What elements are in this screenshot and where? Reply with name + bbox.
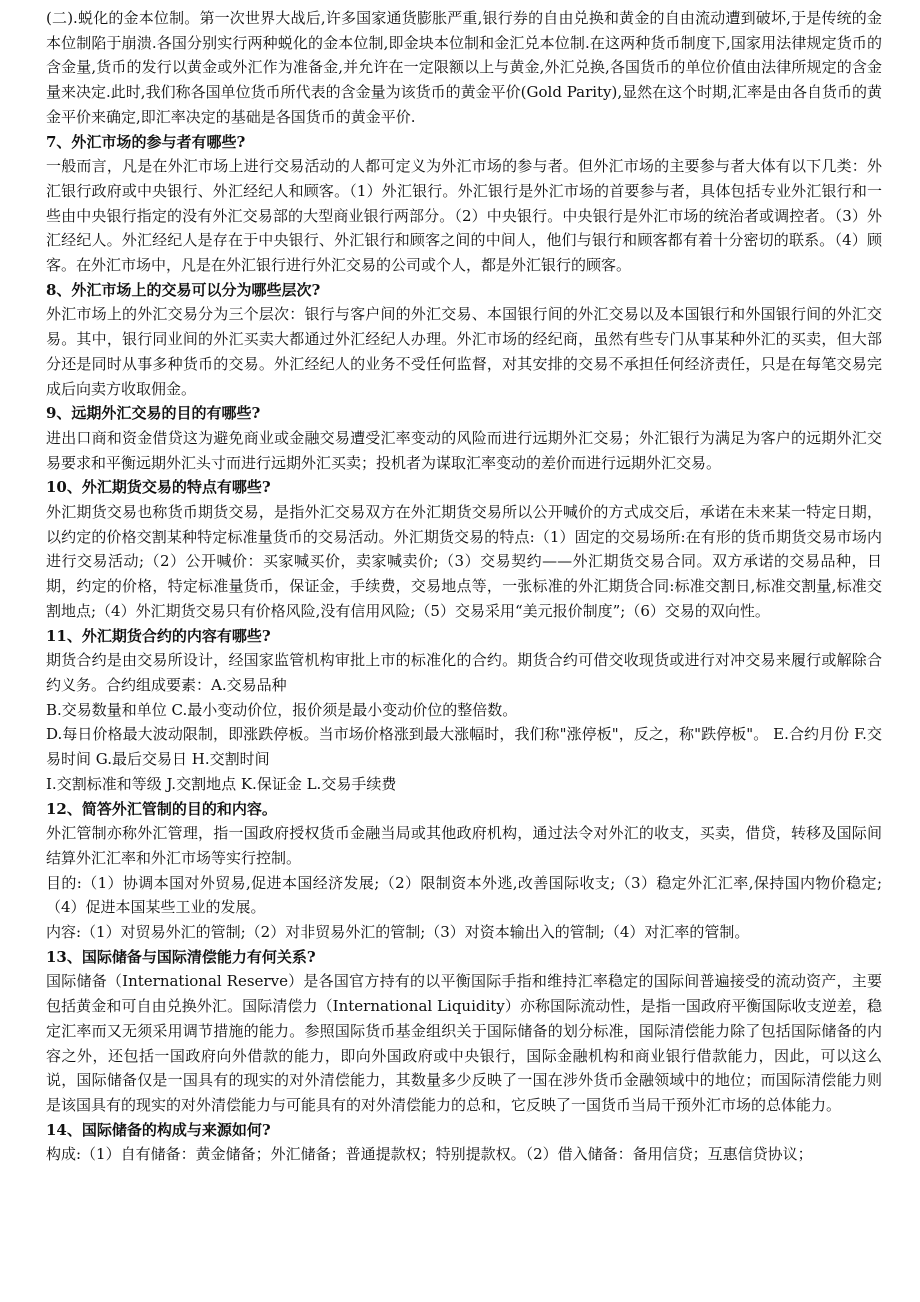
heading-q10: 10、外汇期货交易的特点有哪些?: [46, 478, 271, 497]
paragraph-q7-answer: 一般而言，凡是在外汇市场上进行交易活动的人都可定义为外汇市场的参与者。但外汇市场的主要参与者大体有以下几类：外汇银行政府或中央银行、外汇经纪人和顾客。（1）外汇银行。外汇银行是外汇市场的首要参与者，具体包括专业外汇银行和一些由中央银行指定的没有外汇交易部的大型商业银行两部分。（2）中央银行。中央银行是外汇市场的统治者或调控者。（3）外汇经纪人。外汇经纪人是存在于中央银行、外汇银行和顾客之间的中间人，他们与银行和顾客都有着十分密切的联系。（4）顾客。在外汇市场中，凡是在外汇银行进行外汇交易的公司或个人，都是外汇银行的顾客。: [46, 157, 882, 275]
paragraph-q10-answer: 外汇期货交易也称货币期货交易，是指外汇交易双方在外汇期货交易所以公开喊价的方式成交后，承诺在未来某一特定日期，以约定的价格交割某种特定标准量货币的交易活动。外汇期货交易的特点:（1）固定的交易场所:在有形的货币期货交易市场内进行交易活动;（2）公开喊价：买家喊买价，卖家喊卖价;（3）交易契约——外汇期货交易合同。双方承诺的交易品种，日期，约定的价格，特定标准量货币，保证金，手续费，交易地点等，一张标准的外汇期货合同:标准交割日,标准交割量,标准交割地点;（4）外汇期货交易只有价格风险,没有信用风险;（5）交易采用“美元报价制度”;（6）交易的双向性。: [46, 503, 882, 620]
paragraph-q8-answer: 外汇市场上的外汇交易分为三个层次：银行与客户间的外汇交易、本国银行间的外汇交易以及本国银行和外国银行间的外汇交易。其中，银行同业间的外汇买卖大都通过外汇经纪人办理。外汇市场的经纪商，虽然有些专门从事某种外汇的买卖，但大部分还是同时从事多种货币的交易。外汇经纪人的业务不受任何监督，对其安排的交易不承担任何经济责任，只是在每笔交易完成后向卖方收取佣金。: [46, 305, 882, 398]
paragraph-q11-items-i-l: I.交割标准和等级 J.交割地点 K.保证金 L.交易手续费: [46, 774, 397, 793]
heading-q7: 7、外汇市场的参与者有哪些?: [46, 132, 246, 151]
paragraph-q9-answer: 进出口商和资金借贷这为避免商业或金融交易遭受汇率变动的风险而进行远期外汇交易；外汇银行为满足为客户的远期外汇交易要求和平衡远期外汇头寸而进行远期外汇买卖；投机者为谋取汇率变动的差价而进行远期外汇交易。: [46, 428, 882, 472]
paragraph-q11-items-d-h: D.每日价格最大波动限制，即涨跌停板。当市场价格涨到最大涨幅时，我们称"涨停板"，反之，称"跌停板"。 E.合约月份 F.交易时间 G.最后交易日 H.交割时间: [46, 725, 882, 769]
heading-q13: 13、国际储备与国际清偿能力有何关系?: [46, 947, 316, 966]
heading-q11: 11、外汇期货合约的内容有哪些?: [46, 626, 271, 645]
paragraph-q13-answer: 国际储备（International Reserve）是各国官方持有的以平衡国际手指和维持汇率稳定的国际间普遍接受的流动资产，主要包括黄金和可自由兑换外汇。国际清偿力（International Liquidity）亦称国际流动性，是指一国政府平衡国际收支逆差，稳定汇率而又无须采用调节措施的能力。参照国际货币基金组织关于国际储备的划分标准，国际清偿能力除了包括国际储备的内容之外，还包括一国政府向外借款的能力，即向外国政府或中央银行，国际金融机构和商业银行借款能力，因此，可以这么说，国际储备仅是一国具有的现实的对外清偿能力，其数量多少反映了一国在涉外货币金融领域中的地位；而国际清偿能力则是该国具有的现实的对外清偿能力与可能具有的对外清偿能力的总和，它反映了一国货币当局干预外汇市场的总体能力。: [46, 972, 882, 1114]
paragraph-q12-content: 内容:（1）对贸易外汇的管制;（2）对非贸易外汇的管制;（3）对资本输出入的管制;（4）对汇率的管制。: [46, 923, 750, 942]
paragraph-gold-standard: (二).蜕化的金本位制。第一次世界大战后,许多国家通货膨胀严重,银行券的自由兑换和黄金的自由流动遭到破坏,于是传统的金本位制陷于崩溃.各国分别实行两种蜕化的金本位制,即金块本位制和金汇兑本位制.在这两种货币制度下,国家用法律规定货币的含金量,货币的发行以黄金或外汇作为准备金,并允许在一定限额以上与黄金,外汇兑换,各国货币的单位价值由法律所规定的含金量来决定.此时,我们称各国单位货币所代表的含金量为该货币的黄金平价(Gold Parity),显然在这个时期,汇率是由各自货币的黄金平价来确定,即汇率决定的基础是各国货币的黄金平价.: [46, 9, 882, 126]
heading-q8: 8、外汇市场上的交易可以分为哪些层次?: [46, 280, 321, 299]
paragraph-q12-purpose: 目的:（1）协调本国对外贸易,促进本国经济发展;（2）限制资本外逃,改善国际收支;（3）稳定外汇汇率,保持国内物价稳定;（4）促进本国某些工业的发展。: [46, 873, 882, 917]
paragraph-q11-items-b-c: B.交易数量和单位 C.最小变动价位，报价须是最小变动价位的整倍数。: [46, 700, 518, 719]
heading-q14: 14、国际储备的构成与来源如何?: [46, 1120, 271, 1139]
heading-q9: 9、远期外汇交易的目的有哪些?: [46, 404, 261, 423]
paragraph-q14-answer: 构成:（1）自有储备：黄金储备；外汇储备；普通提款权；特别提款权。（2）借入储备：备用信贷；互惠信贷协议；: [46, 1145, 813, 1164]
paragraph-q11-answer: 期货合约是由交易所设计，经国家监管机构审批上市的标准化的合约。期货合约可借交收现货或进行对冲交易来履行或解除合约义务。合约组成要素：A.交易品种: [46, 651, 882, 694]
paragraph-q12-definition: 外汇管制亦称外汇管理，指一国政府授权货币金融当局或其他政府机构，通过法令对外汇的收支，买卖，借贷，转移及国际间结算外汇汇率和外汇市场等实行控制。: [46, 824, 882, 867]
heading-q12: 12、简答外汇管制的目的和内容。: [46, 799, 277, 818]
